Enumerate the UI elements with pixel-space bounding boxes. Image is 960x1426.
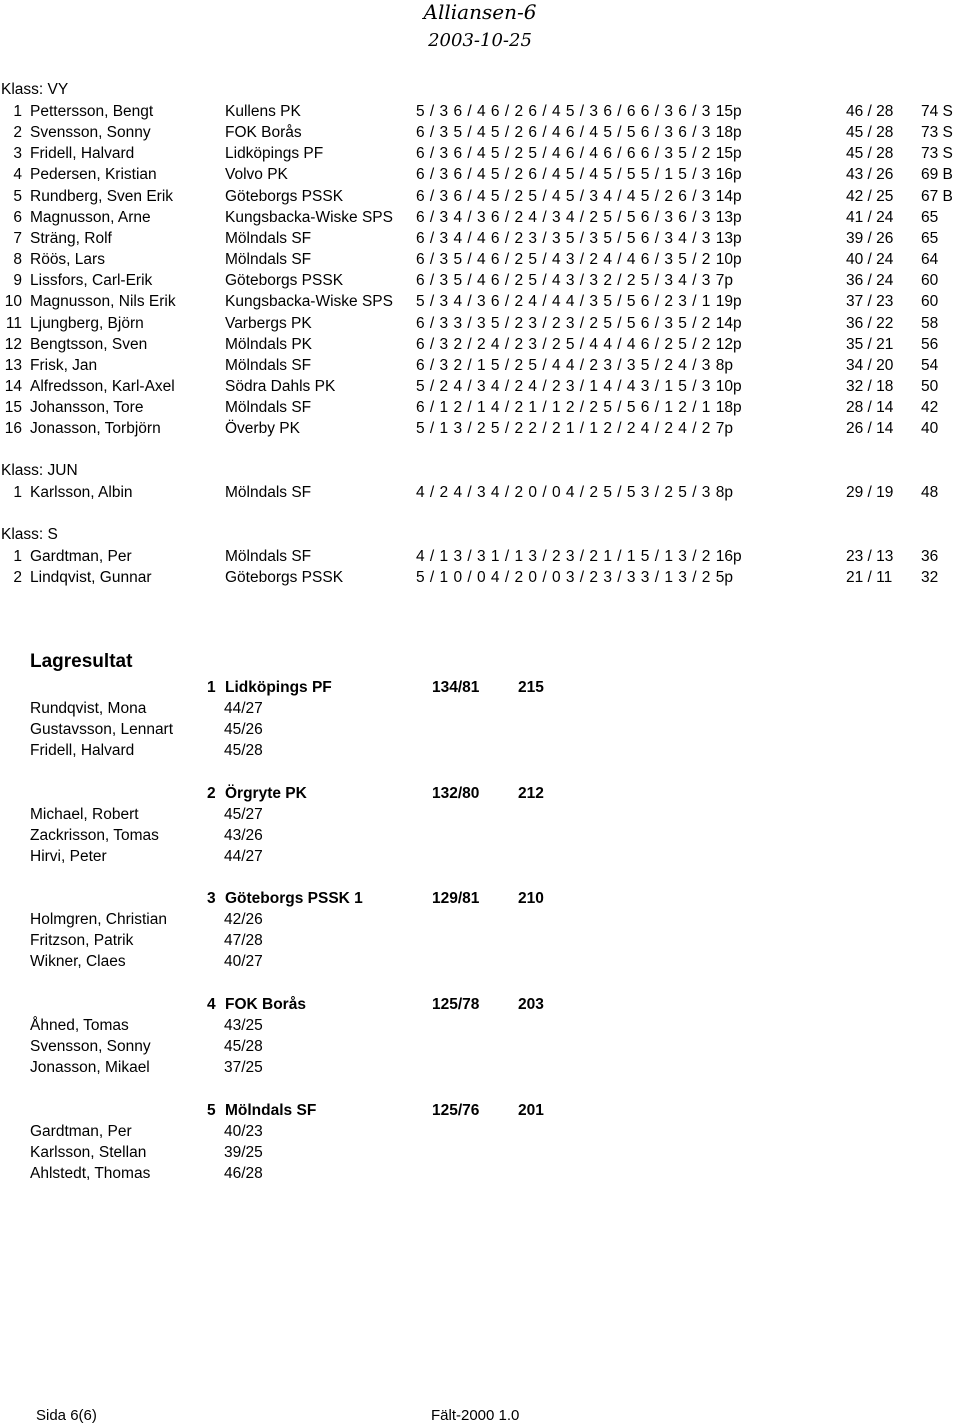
page-number: Sida 6(6) [36, 1407, 97, 1424]
team-member-name: Gustavsson, Lennart [30, 721, 174, 739]
team-place: 2 [207, 785, 216, 802]
placement: 1 [13, 103, 22, 120]
team-member-score: 46/28 [224, 1165, 263, 1183]
total-score: 67 B [921, 187, 953, 205]
placement: 8 [13, 251, 22, 269]
software-version: Fält-2000 1.0 [431, 1407, 520, 1424]
team-member-score: 37/25 [224, 1059, 263, 1077]
series-scores: 6 / 3 4 / 4 6 / 2 3 / 3 5 / 3 5 / 5 6 / 3 4 / 3 13p [416, 229, 742, 247]
team-member-score: 45/26 [224, 721, 263, 739]
shooter-name: Bengtsson, Sven [30, 335, 148, 353]
team-member-name: Gardtman, Per [30, 1123, 132, 1140]
class-heading: Klass: VY [1, 81, 69, 98]
placement: 1 [13, 484, 22, 501]
team-name: Lidköpings PF [225, 679, 332, 696]
placement: 5 [13, 187, 22, 205]
series-scores: 6 / 3 3 / 3 5 / 2 3 / 2 3 / 2 5 / 5 6 / 3 5 / 2 14p [416, 314, 742, 332]
class-heading: Klass: JUN [1, 462, 78, 479]
team-member-score: 47/28 [224, 932, 263, 950]
team-member-name: Wikner, Claes [30, 953, 126, 971]
total-score: 73 S [921, 124, 953, 142]
result-row [0, 482, 960, 503]
team-member-score: 45/28 [224, 742, 263, 760]
total-score: 36 [921, 548, 939, 565]
placement: 9 [13, 272, 22, 290]
placement: 12 [4, 335, 22, 353]
series-scores: 6 / 3 5 / 4 5 / 2 6 / 4 6 / 4 5 / 5 6 / 3 6 / 3 18p [416, 124, 742, 142]
team-member-score: 43/26 [224, 827, 263, 845]
club-name: Mölndals SF [225, 229, 312, 247]
hits-figures: 45 / 28 [846, 124, 894, 142]
series-scores: 6 / 3 6 / 4 5 / 2 5 / 4 6 / 4 6 / 6 6 / 3 5 / 2 15p [416, 145, 742, 163]
team-name: Göteborgs PSSK 1 [225, 890, 363, 907]
hits-figures: 41 / 24 [846, 208, 894, 226]
team-total: 215 [518, 679, 544, 696]
club-name: Mölndals SF [225, 548, 312, 565]
total-score: 60 [921, 272, 939, 290]
shooter-name: Fridell, Halvard [30, 145, 135, 163]
shooter-name: Karlsson, Albin [30, 484, 133, 501]
team-member-score: 45/27 [224, 806, 263, 823]
total-score: 32 [921, 569, 939, 587]
hits-figures: 43 / 26 [846, 166, 894, 184]
placement: 4 [13, 166, 22, 184]
team-member-name: Ahlstedt, Thomas [30, 1165, 151, 1183]
series-scores: 5 / 2 4 / 3 4 / 2 4 / 2 3 / 1 4 / 4 3 / 1 5 / 3 10p [416, 377, 742, 395]
hits-figures: 37 / 23 [846, 293, 894, 311]
result-row [0, 334, 960, 355]
result-row [0, 291, 960, 312]
hits-figures: 34 / 20 [846, 356, 894, 374]
team-name: FOK Borås [225, 996, 306, 1013]
total-score: 56 [921, 335, 939, 353]
team-member-score: 44/27 [224, 700, 263, 717]
team-total: 203 [518, 996, 544, 1013]
result-row [0, 355, 960, 376]
series-scores: 6 / 3 2 / 2 4 / 2 3 / 2 5 / 4 4 / 4 6 / 2 5 / 2 12p [416, 335, 742, 353]
shooter-name: Röös, Lars [30, 251, 105, 269]
team-member-name: Åhned, Tomas [30, 1017, 129, 1034]
team-member-name: Michael, Robert [30, 806, 139, 823]
club-name: Mölndals SF [225, 356, 312, 374]
series-scores: 6 / 3 6 / 4 5 / 2 5 / 4 5 / 3 4 / 4 5 / 2 6 / 3 14p [416, 187, 742, 205]
team-member-name: Fritzson, Patrik [30, 932, 134, 950]
placement: 2 [13, 124, 22, 142]
series-scores: 6 / 3 5 / 4 6 / 2 5 / 4 3 / 2 4 / 4 6 / 3 5 / 2 10p [416, 251, 742, 269]
placement: 16 [4, 420, 22, 438]
team-sum: 132/80 [432, 785, 480, 802]
team-member-score: 39/25 [224, 1144, 263, 1162]
shooter-name: Lissfors, Carl-Erik [30, 272, 153, 290]
team-sum: 129/81 [432, 890, 480, 907]
shooter-name: Gardtman, Per [30, 548, 132, 565]
hits-figures: 32 / 18 [846, 377, 894, 395]
class-heading: Klass: S [1, 526, 58, 543]
total-score: 73 S [921, 145, 953, 163]
club-name: Södra Dahls PK [225, 377, 336, 395]
team-member-name: Jonasson, Mikael [30, 1059, 150, 1077]
hits-figures: 35 / 21 [846, 335, 894, 353]
total-score: 60 [921, 293, 939, 311]
team-total: 201 [518, 1102, 544, 1119]
team-name: Örgryte PK [225, 785, 307, 802]
result-row [0, 143, 960, 164]
club-name: Mölndals SF [225, 484, 312, 501]
club-name: Överby PK [225, 420, 300, 438]
hits-figures: 42 / 25 [846, 187, 894, 205]
club-name: Volvo PK [225, 166, 288, 184]
hits-figures: 28 / 14 [846, 399, 894, 417]
team-member-name: Zackrisson, Tomas [30, 827, 159, 845]
result-row [0, 313, 960, 334]
team-member-name: Hirvi, Peter [30, 848, 107, 866]
page-title: Alliansen-6 [423, 0, 537, 24]
team-sum: 125/76 [432, 1102, 480, 1119]
team-member-name: Fridell, Halvard [30, 742, 135, 760]
series-scores: 6 / 3 5 / 4 6 / 2 5 / 4 3 / 3 2 / 2 5 / 3 4 / 3 7p [416, 272, 733, 290]
placement: 1 [13, 548, 22, 565]
result-row [0, 164, 960, 185]
hits-figures: 36 / 22 [846, 314, 894, 332]
team-place: 4 [207, 996, 216, 1013]
shooter-name: Johansson, Tore [30, 399, 144, 417]
hits-figures: 46 / 28 [846, 103, 894, 120]
series-scores: 5 / 1 0 / 0 4 / 2 0 / 0 3 / 2 3 / 3 3 / 1 3 / 2 5p [416, 569, 733, 587]
club-name: Kullens PK [225, 103, 301, 120]
team-member-score: 43/25 [224, 1017, 263, 1034]
club-name: Göteborgs PSSK [225, 272, 344, 290]
result-row [0, 101, 960, 122]
team-total: 212 [518, 785, 544, 802]
club-name: Mölndals SF [225, 251, 312, 269]
total-score: 64 [921, 251, 939, 269]
team-member-score: 44/27 [224, 848, 263, 866]
team-total: 210 [518, 890, 544, 907]
shooter-name: Pedersen, Kristian [30, 166, 157, 184]
total-score: 54 [921, 356, 939, 374]
club-name: Göteborgs PSSK [225, 569, 344, 587]
total-score: 65 [921, 208, 939, 226]
series-scores: 5 / 3 4 / 3 6 / 2 4 / 4 4 / 3 5 / 5 6 / 2 3 / 1 19p [416, 293, 742, 311]
shooter-name: Alfredsson, Karl-Axel [30, 377, 175, 395]
team-sum: 125/78 [432, 996, 480, 1013]
placement: 15 [4, 399, 22, 417]
placement: 14 [4, 377, 22, 395]
club-name: Mölndals PK [225, 335, 313, 353]
series-scores: 5 / 3 6 / 4 6 / 2 6 / 4 5 / 3 6 / 6 6 / 3 6 / 3 15p [416, 103, 742, 120]
shooter-name: Pettersson, Bengt [30, 103, 154, 120]
club-name: Kungsbacka-Wiske SPS [225, 293, 393, 311]
shooter-name: Magnusson, Nils Erik [30, 293, 176, 311]
result-row [0, 418, 960, 439]
total-score: 69 B [921, 166, 953, 184]
team-member-name: Holmgren, Christian [30, 911, 167, 928]
result-row [0, 186, 960, 207]
team-member-name: Svensson, Sonny [30, 1038, 151, 1056]
total-score: 42 [921, 399, 939, 417]
result-row [0, 270, 960, 291]
result-row [0, 122, 960, 143]
team-place: 3 [207, 890, 216, 907]
series-scores: 6 / 1 2 / 1 4 / 2 1 / 1 2 / 2 5 / 5 6 / 1 2 / 1 18p [416, 399, 742, 417]
team-place: 5 [207, 1102, 216, 1119]
placement: 3 [13, 145, 22, 163]
shooter-name: Ljungberg, Björn [30, 314, 144, 332]
series-scores: 5 / 1 3 / 2 5 / 2 2 / 2 1 / 1 2 / 2 4 / 2 4 / 2 7p [416, 420, 733, 438]
hits-figures: 40 / 24 [846, 251, 894, 269]
result-row [0, 249, 960, 270]
placement: 10 [4, 293, 22, 311]
page-date: 2003-10-25 [428, 30, 532, 51]
shooter-name: Lindqvist, Gunnar [30, 569, 152, 587]
result-row [0, 207, 960, 228]
club-name: Kungsbacka-Wiske SPS [225, 208, 393, 226]
hits-figures: 21 / 11 [846, 569, 893, 587]
club-name: Lidköpings PF [225, 145, 324, 163]
team-results-title: Lagresultat [30, 651, 133, 672]
total-score: 48 [921, 484, 939, 501]
hits-figures: 36 / 24 [846, 272, 894, 290]
club-name: FOK Borås [225, 124, 302, 142]
total-score: 50 [921, 377, 939, 395]
hits-figures: 39 / 26 [846, 229, 894, 247]
total-score: 65 [921, 229, 939, 247]
shooter-name: Frisk, Jan [30, 356, 98, 374]
result-row [0, 546, 960, 567]
result-row [0, 376, 960, 397]
team-place: 1 [207, 679, 216, 696]
team-member-score: 40/27 [224, 953, 263, 971]
team-member-score: 40/23 [224, 1123, 263, 1140]
placement: 2 [13, 569, 22, 587]
hits-figures: 45 / 28 [846, 145, 894, 163]
club-name: Mölndals SF [225, 399, 312, 417]
placement: 7 [13, 229, 22, 247]
club-name: Varbergs PK [225, 314, 312, 332]
series-scores: 4 / 1 3 / 3 1 / 1 3 / 2 3 / 2 1 / 1 5 / 1 3 / 2 16p [416, 548, 742, 565]
series-scores: 6 / 3 4 / 3 6 / 2 4 / 3 4 / 2 5 / 5 6 / 3 6 / 3 13p [416, 208, 742, 226]
team-sum: 134/81 [432, 679, 480, 696]
total-score: 74 S [921, 103, 953, 120]
hits-figures: 26 / 14 [846, 420, 894, 438]
result-row [0, 397, 960, 418]
shooter-name: Rundberg, Sven Erik [30, 187, 174, 205]
placement: 13 [4, 356, 22, 374]
hits-figures: 23 / 13 [846, 548, 894, 565]
series-scores: 6 / 3 6 / 4 5 / 2 6 / 4 5 / 4 5 / 5 5 / 1 5 / 3 16p [416, 166, 742, 184]
total-score: 58 [921, 314, 939, 332]
result-row [0, 567, 960, 588]
hits-figures: 29 / 19 [846, 484, 894, 501]
result-row [0, 228, 960, 249]
series-scores: 4 / 2 4 / 3 4 / 2 0 / 0 4 / 2 5 / 5 3 / 2 5 / 3 8p [416, 484, 733, 501]
team-member-score: 45/28 [224, 1038, 263, 1056]
shooter-name: Svensson, Sonny [30, 124, 151, 142]
team-name: Mölndals SF [225, 1102, 317, 1119]
shooter-name: Jonasson, Torbjörn [30, 420, 161, 438]
shooter-name: Magnusson, Arne [30, 208, 151, 226]
placement: 6 [13, 208, 22, 226]
series-scores: 6 / 3 2 / 1 5 / 2 5 / 4 4 / 2 3 / 3 5 / 2 4 / 3 8p [416, 356, 733, 374]
team-member-name: Rundqvist, Mona [30, 700, 147, 717]
team-member-name: Karlsson, Stellan [30, 1144, 147, 1162]
shooter-name: Sträng, Rolf [30, 229, 112, 247]
placement: 11 [5, 314, 22, 332]
total-score: 40 [921, 420, 939, 438]
club-name: Göteborgs PSSK [225, 187, 344, 205]
team-member-score: 42/26 [224, 911, 263, 928]
